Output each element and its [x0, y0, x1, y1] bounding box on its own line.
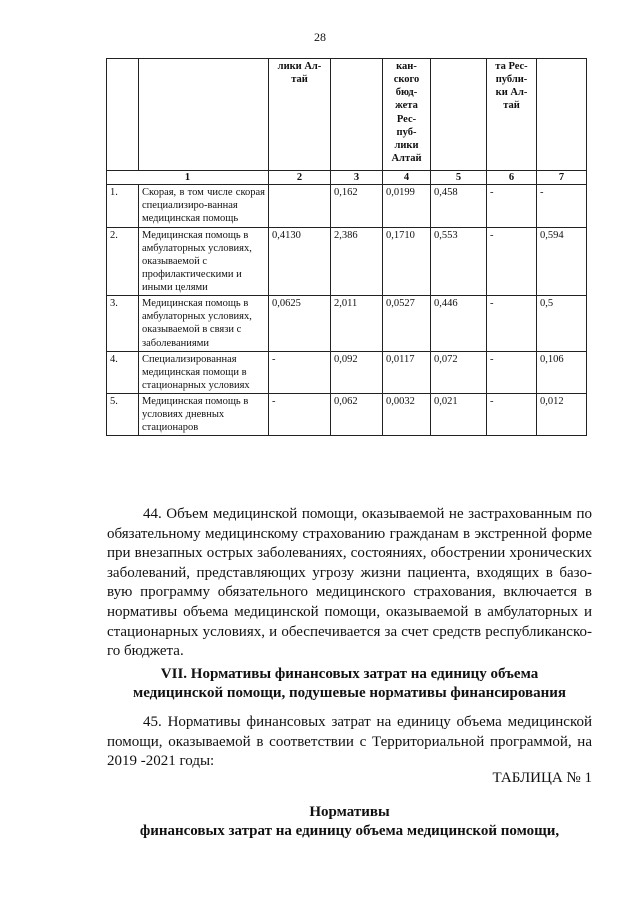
table-row	[107, 351, 587, 393]
table-label: ТАБЛИЦА № 1	[492, 770, 592, 786]
table-header-row	[107, 59, 587, 171]
table-row	[107, 227, 587, 296]
table-cell: -	[487, 227, 537, 296]
table-cell: 0,072	[431, 351, 487, 393]
paragraph-45: 45. Нормативы финансовых затрат на единицу объема медицинской помощи, оказываемой в соответствии с Территориальной программой, на 2019 -2021 годы:	[107, 714, 592, 770]
table-cell: -	[487, 351, 537, 393]
table-cell	[269, 185, 331, 227]
volume-norms-table	[106, 58, 587, 436]
table-cell: 0,021	[431, 394, 487, 436]
row-number: 4.	[107, 351, 139, 393]
header-cell-col2: лики Ал- тай	[269, 59, 331, 171]
table-cell: -	[487, 296, 537, 352]
table-row	[107, 394, 587, 436]
table-cell: 0,553	[431, 227, 487, 296]
header-cell-col7	[537, 59, 587, 171]
table-cell: 0,0625	[269, 296, 331, 352]
table-cell: 0,1710	[383, 227, 431, 296]
table-cell: 0,012	[537, 394, 587, 436]
row-name: Специализированная медицинская помощи в стационарных условиях	[139, 351, 269, 393]
table-row	[107, 296, 587, 352]
row-name: Скорая, в том числе скорая специализиро-ванная медицинская помощь	[139, 185, 269, 227]
page-number: 28	[314, 30, 326, 44]
table-cell: 0,446	[431, 296, 487, 352]
table-title-line1: Нормативы	[309, 804, 390, 820]
section-heading-line2: медицинской помощи, подушевые нормативы финансирования	[133, 685, 566, 701]
column-number-row	[107, 171, 587, 185]
row-name: Медицинская помощь в амбулаторных условиях, оказываемой в связи с заболеваниями	[139, 296, 269, 352]
table-cell: 0,5	[537, 296, 587, 352]
table-cell: 0,0032	[383, 394, 431, 436]
table-cell: 0,162	[331, 185, 383, 227]
table-cell: 0,0199	[383, 185, 431, 227]
table-cell: 0,458	[431, 185, 487, 227]
row-number: 3.	[107, 296, 139, 352]
table-title-line2: финансовых затрат на единицу объема медицинской помощи,	[139, 823, 560, 839]
table-cell: 0,4130	[269, 227, 331, 296]
table-cell: -	[269, 394, 331, 436]
table-cell: 0,062	[331, 394, 383, 436]
table-cell: -	[487, 185, 537, 227]
row-name: Медицинская помощь в условиях дневных стационаров	[139, 394, 269, 436]
row-number: 1.	[107, 185, 139, 227]
header-cell-col4: кан- ского бюд- жета Рес- пуб- лики Алтай	[383, 59, 431, 171]
column-number: 7	[537, 171, 587, 185]
table-cell: 0,106	[537, 351, 587, 393]
column-number: 1	[107, 171, 269, 185]
row-name: Медицинская помощь в амбулаторных условиях, оказываемой с профилактическими и иными целями	[139, 227, 269, 296]
table-cell: -	[269, 351, 331, 393]
column-number: 5	[431, 171, 487, 185]
column-number: 2	[269, 171, 331, 185]
paragraph-44: 44. Объем медицинской помощи, оказываемой не застрахованным по обязательному медицинскому страхованию гражданам в экстренной форме при внезапных острых заболеваниях, состояниях, обострении хронических заболеваний, представляющих угрозу жизни пациента, входящих в базо-вую программу обязательного медицинского страхования, включается в нормативы объема медицинской помощи, оказываемой в амбулаторных и стационарных условиях, и обеспечивается за счет средств республиканско-го бюджета.	[107, 506, 592, 660]
row-number: 2.	[107, 227, 139, 296]
table-cell: 0,594	[537, 227, 587, 296]
column-number: 3	[331, 171, 383, 185]
table-cell: 0,0527	[383, 296, 431, 352]
section-heading-line1: VII. Нормативы финансовых затрат на единицу объема	[160, 666, 539, 682]
row-number: 5.	[107, 394, 139, 436]
table-cell: -	[487, 394, 537, 436]
table-cell: 0,092	[331, 351, 383, 393]
table-row	[107, 185, 587, 227]
column-number: 6	[487, 171, 537, 185]
table-cell: 2,011	[331, 296, 383, 352]
header-cell-col6: та Рес- публи- ки Ал- тай	[487, 59, 537, 171]
header-cell-col5	[431, 59, 487, 171]
table-cell: -	[537, 185, 587, 227]
header-cell-name	[139, 59, 269, 171]
table-cell: 0,0117	[383, 351, 431, 393]
table-cell: 2,386	[331, 227, 383, 296]
header-cell-col3	[331, 59, 383, 171]
header-cell-num	[107, 59, 139, 171]
column-number: 4	[383, 171, 431, 185]
